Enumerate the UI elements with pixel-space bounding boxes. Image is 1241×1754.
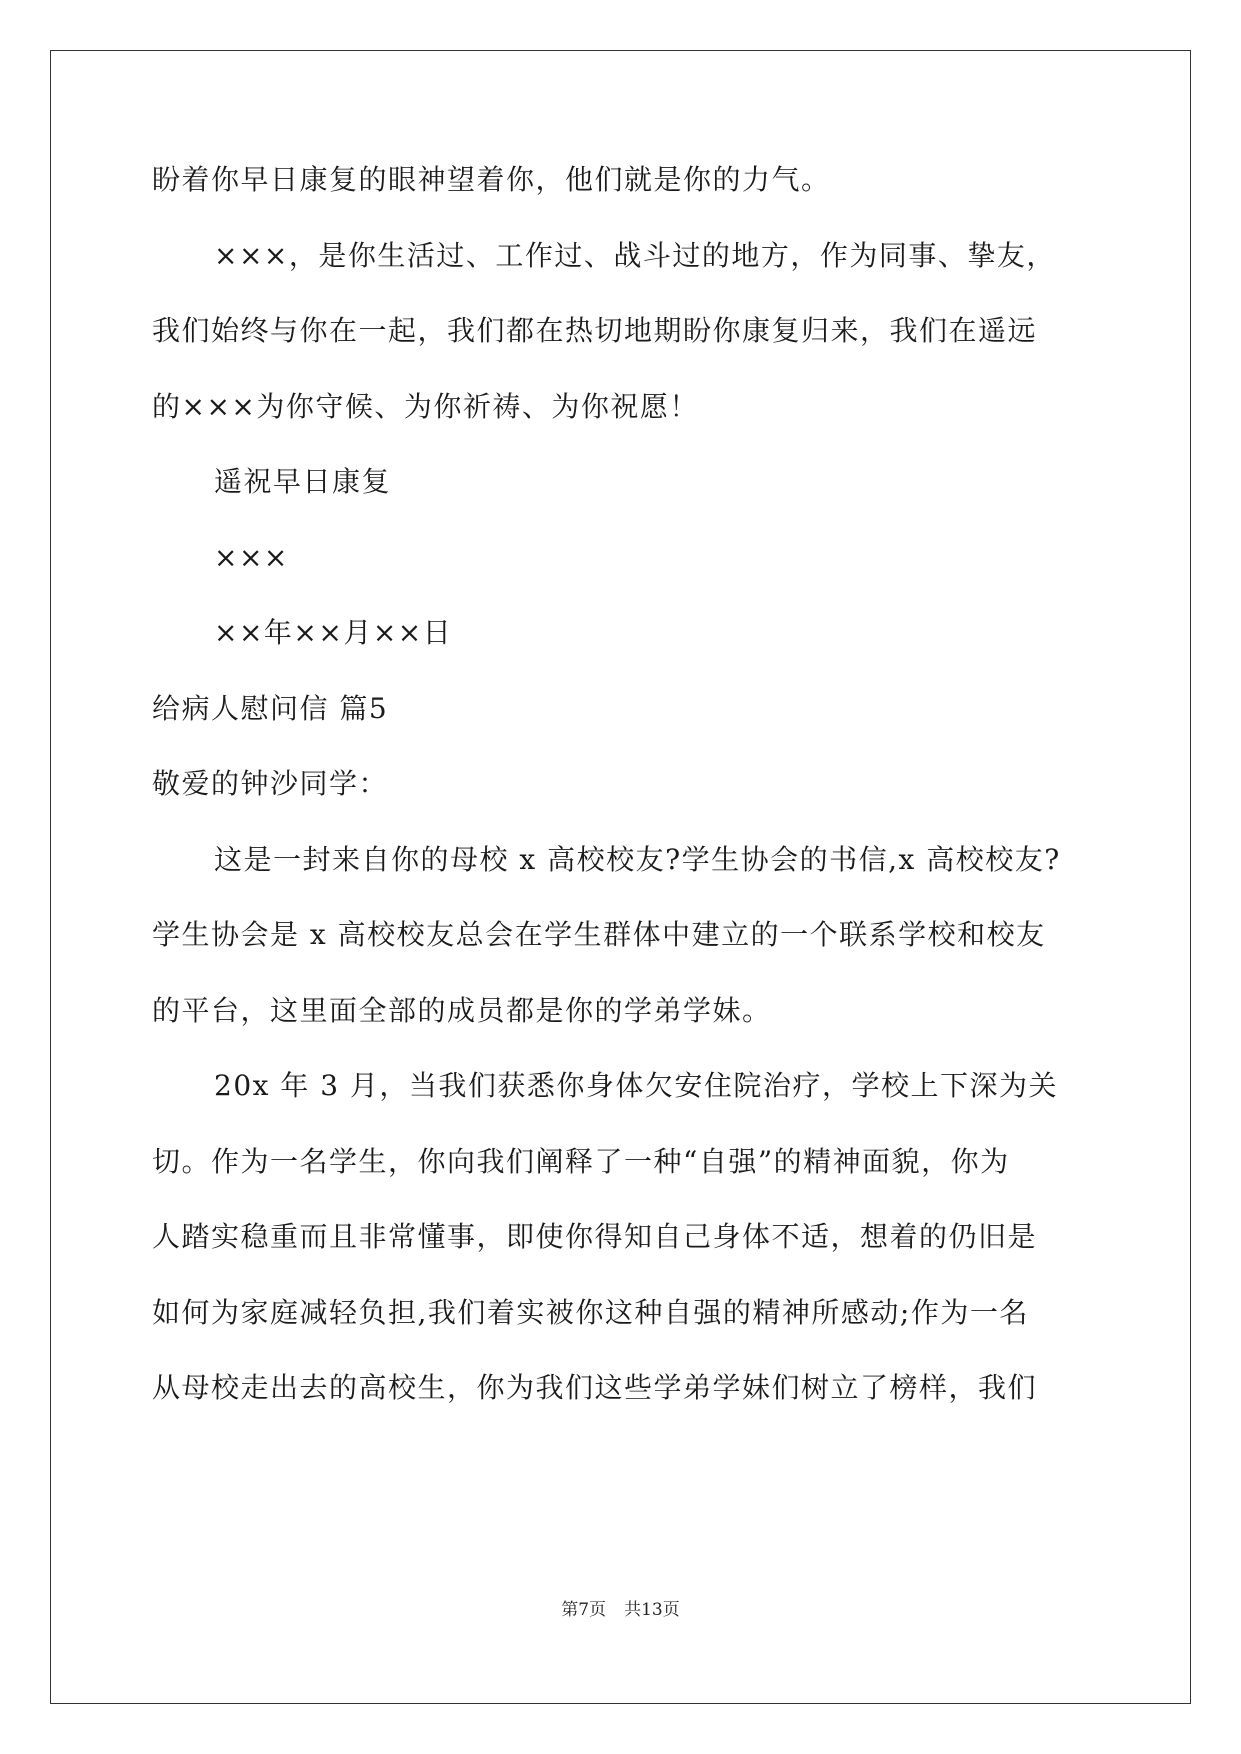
text-line: 这是一封来自你的母校 x 高校校友?学生协会的书信,x 高校校友? bbox=[214, 842, 1061, 876]
text-line: 如何为家庭减轻负担,我们着实被你这种自强的精神所感动;作为一名 bbox=[152, 1295, 1029, 1329]
text-line: 从母校走出去的高校生，你为我们这些学弟学妹们树立了榜样，我们 bbox=[152, 1371, 1038, 1404]
text-line: 人踏实稳重而且非常懂事，即使你得知自己身体不适，想着的仍旧是 bbox=[152, 1220, 1038, 1253]
text-line: 我们始终与你在一起，我们都在热切地期盼你康复归来，我们在遥远 bbox=[152, 314, 1038, 347]
page-total: 共13页 bbox=[624, 1600, 680, 1620]
text-line: ××年××月××日 bbox=[214, 616, 453, 649]
page-footer bbox=[0, 1598, 1241, 1622]
text-line: ××× bbox=[214, 540, 289, 574]
text-line: 给病人慰问信 篇5 bbox=[152, 691, 389, 725]
text-line: 切。作为一名学生，你向我们阐释了一种“自强”的精神面貌，你为 bbox=[152, 1144, 1010, 1178]
text-line: 敬爱的钟沙同学： bbox=[152, 767, 389, 800]
text-line: 的×××为你守候、为你祈祷、为你祝愿！ bbox=[152, 389, 699, 423]
text-line: 学生协会是 x 高校校友总会在学生群体中建立的一个联系学校和校友 bbox=[152, 918, 1046, 951]
text-line: ×××，是你生活过、工作过、战斗过的地方，作为同事、挚友， bbox=[214, 238, 1056, 272]
text-line: 遥祝早日康复 bbox=[214, 465, 392, 498]
text-line: 盼着你早日康复的眼神望着你，他们就是你的力气。 bbox=[152, 163, 831, 196]
page-number: 第7页 bbox=[561, 1600, 607, 1620]
text-line: 的平台，这里面全部的成员都是你的学弟学妹。 bbox=[152, 993, 772, 1027]
text-line: 20x 年 3 月，当我们获悉你身体欠安住院治疗，学校上下深为关 bbox=[214, 1069, 1058, 1102]
